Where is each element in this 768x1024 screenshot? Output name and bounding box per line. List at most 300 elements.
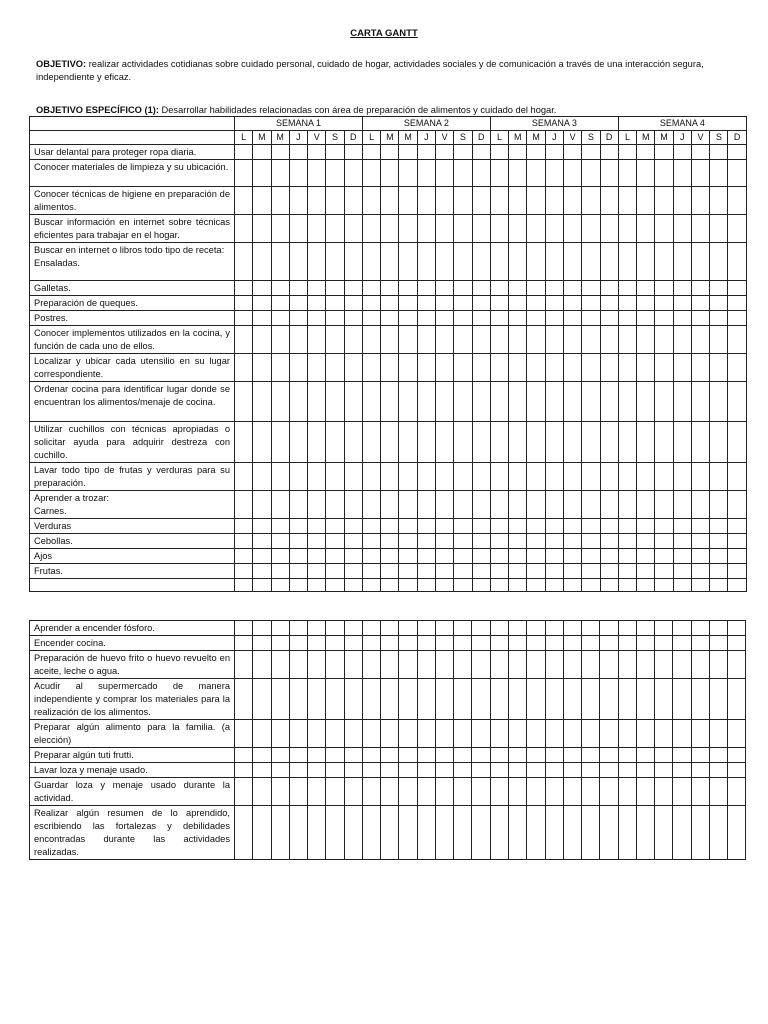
schedule-cell (454, 679, 472, 720)
schedule-cell (436, 160, 454, 187)
schedule-cell (362, 382, 380, 422)
schedule-cell (490, 519, 508, 534)
schedule-cell (253, 579, 271, 592)
schedule-cell (362, 491, 380, 519)
schedule-cell (472, 720, 490, 748)
schedule-cell (399, 422, 417, 463)
schedule-cell (381, 778, 399, 806)
schedule-cell (545, 763, 563, 778)
schedule-cell (362, 311, 380, 326)
schedule-cell (691, 778, 709, 806)
schedule-cell (728, 549, 746, 564)
schedule-cell (691, 519, 709, 534)
schedule-cell (545, 720, 563, 748)
schedule-cell (253, 534, 271, 549)
schedule-cell (435, 621, 453, 636)
schedule-cell (399, 534, 417, 549)
schedule-cell (454, 651, 472, 679)
schedule-cell (326, 564, 344, 579)
schedule-cell (235, 463, 253, 491)
schedule-cell (655, 636, 673, 651)
schedule-cell (381, 187, 399, 215)
schedule-cell (509, 564, 527, 579)
activity-label: Guardar loza y menaje usado durante la actividad. (30, 778, 235, 806)
schedule-cell (709, 636, 727, 651)
schedule-cell (326, 748, 344, 763)
schedule-cell (618, 720, 636, 748)
schedule-cell (253, 281, 271, 296)
activity-row (30, 311, 747, 326)
schedule-cell (582, 215, 600, 243)
schedule-cell (326, 519, 344, 534)
schedule-cell (326, 326, 344, 354)
schedule-cell (271, 651, 289, 679)
schedule-cell (235, 354, 253, 382)
schedule-cell (235, 651, 253, 679)
schedule-cell (235, 422, 253, 463)
specific-objective-paragraph (36, 104, 736, 116)
schedule-cell (582, 296, 600, 311)
schedule-cell (618, 763, 636, 778)
schedule-cell (289, 679, 307, 720)
schedule-cell (399, 281, 417, 296)
schedule-cell (235, 187, 253, 215)
schedule-cell (472, 549, 490, 564)
schedule-cell (381, 463, 399, 491)
schedule-cell (436, 564, 454, 579)
schedule-cell (326, 778, 344, 806)
schedule-cell (454, 549, 472, 564)
schedule-cell (326, 215, 344, 243)
schedule-cell (490, 187, 508, 215)
schedule-cell (728, 778, 746, 806)
schedule-cell (582, 564, 600, 579)
day-header: V (563, 131, 581, 145)
schedule-cell (308, 564, 326, 579)
schedule-cell (636, 621, 654, 636)
schedule-cell (344, 519, 362, 534)
schedule-cell (454, 519, 472, 534)
schedule-cell (289, 778, 307, 806)
schedule-cell (710, 311, 728, 326)
schedule-cell (673, 160, 691, 187)
schedule-cell (673, 636, 691, 651)
schedule-cell (271, 311, 289, 326)
schedule-cell (472, 215, 490, 243)
schedule-cell (728, 354, 746, 382)
schedule-cell (490, 534, 508, 549)
specific-objective-text: Desarrollar habilidades relacionadas con área de preparación de alimentos y cuidado del hogar. (161, 105, 557, 115)
schedule-cell (308, 778, 326, 806)
activity-row (30, 748, 746, 763)
schedule-cell (582, 519, 600, 534)
schedule-cell (344, 326, 362, 354)
schedule-cell (728, 491, 746, 519)
schedule-cell (253, 145, 271, 160)
schedule-cell (289, 326, 307, 354)
schedule-cell (326, 621, 344, 636)
schedule-cell (289, 564, 307, 579)
schedule-cell (673, 651, 691, 679)
schedule-cell (563, 491, 581, 519)
schedule-cell (326, 160, 344, 187)
schedule-cell (472, 187, 490, 215)
schedule-cell (326, 636, 344, 651)
schedule-cell (308, 636, 326, 651)
schedule-cell (271, 579, 289, 592)
activity-label: Utilizar cuchillos con técnicas apropiadas o solicitar ayuda para adquirir destreza con cuchillo. (30, 422, 235, 463)
day-header: S (454, 131, 472, 145)
schedule-cell (344, 534, 362, 549)
schedule-cell (637, 243, 655, 281)
schedule-cell (344, 160, 362, 187)
schedule-cell (472, 778, 490, 806)
schedule-cell (381, 806, 399, 860)
schedule-cell (417, 748, 435, 763)
schedule-cell (399, 720, 417, 748)
schedule-cell (655, 311, 673, 326)
schedule-cell (271, 519, 289, 534)
schedule-cell (344, 354, 362, 382)
activity-label: Encender cocina. (30, 636, 235, 651)
schedule-cell (582, 422, 600, 463)
schedule-cell (527, 748, 545, 763)
schedule-cell (509, 519, 527, 534)
schedule-cell (454, 296, 472, 311)
schedule-cell (435, 720, 453, 748)
week-header: SEMANA 2 (362, 117, 490, 131)
schedule-cell (637, 326, 655, 354)
schedule-cell (655, 519, 673, 534)
schedule-cell (618, 564, 636, 579)
schedule-cell (636, 636, 654, 651)
schedule-cell (399, 778, 417, 806)
schedule-cell (454, 534, 472, 549)
schedule-cell (344, 806, 362, 860)
schedule-cell (271, 636, 289, 651)
schedule-cell (362, 519, 380, 534)
schedule-cell (673, 463, 691, 491)
day-header: V (308, 131, 326, 145)
schedule-cell (545, 160, 563, 187)
schedule-cell (618, 778, 636, 806)
schedule-cell (710, 564, 728, 579)
schedule-cell (271, 354, 289, 382)
schedule-cell (527, 720, 545, 748)
schedule-cell (563, 326, 581, 354)
schedule-cell (673, 311, 691, 326)
schedule-cell (454, 720, 472, 748)
schedule-cell (527, 534, 545, 549)
schedule-cell (691, 296, 709, 311)
schedule-cell (545, 679, 563, 720)
schedule-cell (417, 326, 435, 354)
schedule-cell (326, 422, 344, 463)
schedule-cell (582, 491, 600, 519)
schedule-cell (472, 806, 490, 860)
schedule-cell (673, 243, 691, 281)
schedule-cell (490, 296, 508, 311)
day-header: M (271, 131, 289, 145)
schedule-cell (637, 145, 655, 160)
schedule-cell (289, 463, 307, 491)
activity-row (30, 296, 747, 311)
schedule-cell (563, 311, 581, 326)
schedule-cell (454, 491, 472, 519)
schedule-cell (253, 243, 271, 281)
schedule-cell (545, 564, 563, 579)
schedule-cell (490, 806, 508, 860)
schedule-cell (600, 621, 618, 636)
schedule-cell (454, 382, 472, 422)
schedule-cell (472, 491, 490, 519)
schedule-cell (637, 463, 655, 491)
schedule-cell (545, 534, 563, 549)
schedule-cell (691, 763, 709, 778)
schedule-cell (381, 534, 399, 549)
schedule-cell (545, 579, 563, 592)
schedule-cell (582, 763, 600, 778)
day-header: L (235, 131, 253, 145)
schedule-cell (417, 621, 435, 636)
schedule-cell (490, 636, 508, 651)
schedule-cell (417, 145, 435, 160)
schedule-cell (673, 187, 691, 215)
schedule-cell (655, 579, 673, 592)
schedule-cell (399, 382, 417, 422)
schedule-cell (490, 243, 508, 281)
schedule-cell (545, 806, 563, 860)
schedule-cell (381, 491, 399, 519)
schedule-cell (472, 621, 490, 636)
schedule-cell (637, 187, 655, 215)
schedule-cell (435, 778, 453, 806)
schedule-cell (545, 145, 563, 160)
day-header: D (344, 131, 362, 145)
schedule-cell (253, 491, 271, 519)
schedule-cell (399, 579, 417, 592)
schedule-cell (344, 145, 362, 160)
day-header: J (545, 131, 563, 145)
schedule-cell (509, 549, 527, 564)
schedule-cell (326, 145, 344, 160)
schedule-cell (582, 720, 600, 748)
schedule-cell (490, 422, 508, 463)
schedule-cell (582, 621, 600, 636)
activity-row (30, 778, 746, 806)
schedule-cell (691, 354, 709, 382)
schedule-cell (235, 748, 253, 763)
schedule-cell (527, 296, 545, 311)
schedule-cell (655, 187, 673, 215)
schedule-cell (509, 534, 527, 549)
document-title: CARTA GANTT (350, 28, 418, 39)
day-header: D (728, 131, 746, 145)
schedule-cell (636, 763, 654, 778)
schedule-cell (636, 679, 654, 720)
schedule-cell (618, 534, 636, 549)
schedule-cell (691, 160, 709, 187)
schedule-cell (436, 463, 454, 491)
schedule-cell (600, 778, 618, 806)
schedule-cell (691, 636, 709, 651)
day-header: L (618, 131, 636, 145)
schedule-cell (618, 579, 636, 592)
schedule-cell (728, 806, 746, 860)
schedule-cell (253, 564, 271, 579)
schedule-cell (545, 187, 563, 215)
schedule-cell (691, 281, 709, 296)
schedule-cell (308, 326, 326, 354)
schedule-cell (637, 160, 655, 187)
schedule-cell (326, 382, 344, 422)
schedule-cell (326, 679, 344, 720)
schedule-cell (691, 243, 709, 281)
schedule-cell (326, 720, 344, 748)
schedule-cell (417, 763, 435, 778)
schedule-cell (417, 564, 435, 579)
activity-row (30, 519, 747, 534)
schedule-cell (362, 281, 380, 296)
schedule-cell (673, 145, 691, 160)
schedule-cell (454, 621, 472, 636)
schedule-cell (253, 651, 271, 679)
schedule-cell (728, 636, 746, 651)
schedule-cell (637, 534, 655, 549)
schedule-cell (308, 463, 326, 491)
schedule-cell (710, 326, 728, 354)
schedule-cell (362, 243, 380, 281)
schedule-cell (289, 296, 307, 311)
schedule-cell (235, 579, 253, 592)
schedule-cell (563, 564, 581, 579)
schedule-cell (472, 534, 490, 549)
activity-label: Preparar algún alimento para la familia. (a elección) (30, 720, 235, 748)
schedule-cell (490, 491, 508, 519)
schedule-cell (289, 243, 307, 281)
schedule-cell (253, 311, 271, 326)
schedule-cell (673, 806, 691, 860)
schedule-cell (655, 382, 673, 422)
schedule-cell (271, 296, 289, 311)
schedule-cell (600, 651, 618, 679)
schedule-cell (235, 311, 253, 326)
day-header: M (253, 131, 271, 145)
schedule-cell (655, 160, 673, 187)
schedule-cell (417, 311, 435, 326)
schedule-cell (563, 579, 581, 592)
schedule-cell (235, 326, 253, 354)
schedule-cell (563, 243, 581, 281)
schedule-cell (308, 679, 326, 720)
schedule-cell (655, 491, 673, 519)
schedule-cell (399, 160, 417, 187)
schedule-cell (673, 549, 691, 564)
schedule-cell (253, 636, 271, 651)
activity-row (30, 187, 747, 215)
schedule-cell (673, 354, 691, 382)
schedule-cell (691, 326, 709, 354)
schedule-cell (289, 491, 307, 519)
schedule-cell (271, 463, 289, 491)
schedule-cell (308, 311, 326, 326)
schedule-cell (527, 463, 545, 491)
activity-row (30, 621, 746, 636)
schedule-cell (326, 806, 344, 860)
schedule-cell (600, 636, 618, 651)
schedule-cell (527, 519, 545, 534)
schedule-cell (381, 311, 399, 326)
schedule-cell (326, 763, 344, 778)
schedule-cell (527, 778, 545, 806)
activity-row (30, 679, 746, 720)
schedule-cell (308, 160, 326, 187)
schedule-cell (691, 806, 709, 860)
schedule-cell (417, 281, 435, 296)
schedule-cell (600, 326, 618, 354)
schedule-cell (235, 215, 253, 243)
schedule-cell (600, 422, 618, 463)
schedule-cell (691, 422, 709, 463)
schedule-cell (253, 296, 271, 311)
schedule-cell (289, 281, 307, 296)
schedule-cell (563, 145, 581, 160)
schedule-cell (691, 534, 709, 549)
schedule-cell (381, 296, 399, 311)
schedule-cell (655, 679, 673, 720)
schedule-cell (710, 215, 728, 243)
schedule-cell (235, 519, 253, 534)
schedule-cell (655, 296, 673, 311)
schedule-cell (509, 281, 527, 296)
schedule-cell (417, 679, 435, 720)
activity-label: Verduras (30, 519, 235, 534)
schedule-cell (399, 326, 417, 354)
schedule-cell (344, 463, 362, 491)
activity-row (30, 806, 746, 860)
activity-row (30, 763, 746, 778)
activity-row (30, 720, 746, 748)
schedule-cell (490, 215, 508, 243)
schedule-cell (563, 281, 581, 296)
schedule-cell (454, 636, 472, 651)
schedule-cell (253, 326, 271, 354)
activity-label: Conocer implementos utilizados en la cocina, y función de cada uno de ellos. (30, 326, 235, 354)
schedule-cell (454, 422, 472, 463)
schedule-cell (527, 354, 545, 382)
schedule-cell (691, 720, 709, 748)
schedule-cell (472, 311, 490, 326)
schedule-cell (326, 491, 344, 519)
schedule-cell (527, 145, 545, 160)
schedule-cell (417, 187, 435, 215)
schedule-cell (509, 145, 527, 160)
schedule-cell (235, 145, 253, 160)
schedule-cell (344, 243, 362, 281)
schedule-cell (728, 621, 746, 636)
schedule-cell (417, 720, 435, 748)
schedule-cell (563, 463, 581, 491)
week-header: SEMANA 4 (618, 117, 746, 131)
schedule-cell (344, 748, 362, 763)
schedule-cell (362, 549, 380, 564)
schedule-cell (691, 549, 709, 564)
schedule-cell (600, 720, 618, 748)
activity-row (30, 422, 747, 463)
schedule-cell (399, 311, 417, 326)
schedule-cell (636, 748, 654, 763)
activity-row (30, 145, 747, 160)
